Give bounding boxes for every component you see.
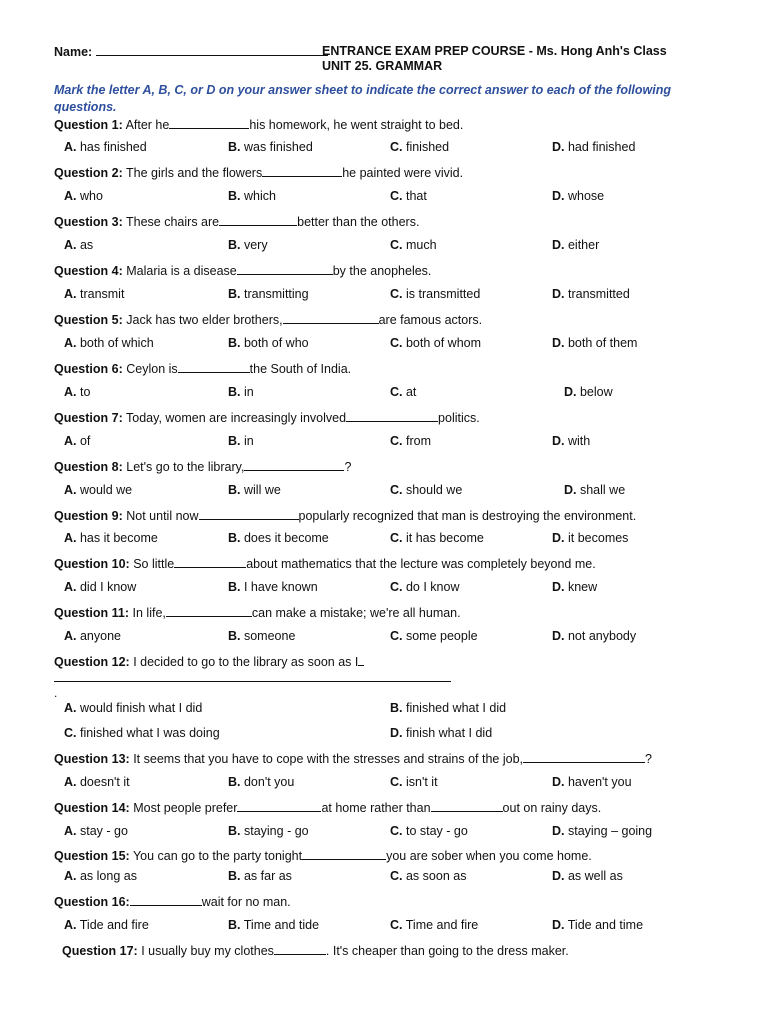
trailing-dot: . [54, 686, 58, 700]
q1-option-a[interactable]: A. has finished [64, 140, 147, 154]
q7-option-d[interactable]: D. with [552, 434, 591, 448]
question-7: Question 7: Today, women are increasingly involved politics. [54, 411, 480, 425]
question-8: Question 8: Let's go to the library, ? [54, 460, 352, 474]
question-16: Question 16: wait for no man. [54, 895, 291, 909]
question-6: Question 6: Ceylon is the South of India. [54, 362, 352, 376]
course-title: ENTRANCE EXAM PREP COURSE - Ms. Hong Anh's Class [322, 44, 667, 58]
answer-blank[interactable] [274, 943, 326, 955]
q4-option-d[interactable]: D. transmitted [552, 287, 630, 301]
name-field[interactable] [54, 44, 328, 59]
q9-option-b[interactable]: B. does it become [228, 531, 329, 545]
question-15: Question 15: You can go to the party tonight you are sober when you come home. [54, 849, 592, 863]
q5-option-b[interactable]: B. both of who [228, 336, 309, 350]
q15-option-a[interactable]: A. as long as [64, 869, 137, 883]
q1-option-b[interactable]: B. was finished [228, 140, 313, 154]
q6-option-a[interactable]: A. to [64, 385, 91, 399]
q15-option-b[interactable]: B. as far as [228, 869, 292, 883]
q4-option-b[interactable]: B. transmitting [228, 287, 309, 301]
q3-option-b[interactable]: B. very [228, 238, 268, 252]
answer-blank[interactable] [130, 894, 202, 906]
q7-option-b[interactable]: B. in [228, 434, 254, 448]
q8-option-c[interactable]: C. should we [390, 483, 463, 497]
q10-option-a[interactable]: A. did I know [64, 580, 137, 594]
q14-option-b[interactable]: B. staying - go [228, 824, 309, 838]
question-13: Question 13: It seems that you have to cope with the stresses and strains of the job, ? [54, 752, 652, 766]
q9-option-d[interactable]: D. it becomes [552, 531, 629, 545]
question-11: Question 11: In life, can make a mistake; we're all human. [54, 606, 461, 620]
answer-blank[interactable] [523, 751, 645, 763]
unit-title: UNIT 25. GRAMMAR [322, 59, 443, 73]
q11-option-d[interactable]: D. not anybody [552, 629, 637, 643]
name-label: Name: [54, 45, 93, 59]
name-blank[interactable] [96, 44, 328, 56]
q12-option-b[interactable]: B. finished what I did [390, 701, 507, 715]
answer-blank-1[interactable] [237, 800, 321, 812]
answer-blank[interactable] [244, 459, 344, 471]
q4-option-a[interactable]: A. transmit [64, 287, 125, 301]
q8-option-b[interactable]: B. will we [228, 483, 281, 497]
q3-option-c[interactable]: C. much [390, 238, 437, 252]
q3-option-a[interactable]: A. as [64, 238, 94, 252]
q6-option-c[interactable]: C. at [390, 385, 417, 399]
question-17: Question 17: I usually buy my clothes . It's cheaper than going to the dress maker. [62, 944, 569, 958]
answer-blank[interactable] [174, 556, 246, 568]
q1-option-c[interactable]: C. finished [390, 140, 450, 154]
answer-blank[interactable] [262, 165, 342, 177]
q2-option-c[interactable]: C. that [390, 189, 427, 203]
q9-option-a[interactable]: A. has it become [64, 531, 158, 545]
q11-option-b[interactable]: B. someone [228, 629, 296, 643]
q8-option-a[interactable]: A. would we [64, 483, 133, 497]
q16-option-b[interactable]: B. Time and tide [228, 918, 320, 932]
q12-option-c[interactable]: C. finished what I was doing [64, 726, 220, 740]
q4-option-c[interactable]: C. is transmitted [390, 287, 481, 301]
q7-option-c[interactable]: C. from [390, 434, 431, 448]
answer-blank[interactable] [237, 263, 333, 275]
answer-blank-line[interactable] [54, 681, 451, 682]
q12-option-a[interactable]: A. would finish what I did [64, 701, 203, 715]
answer-blank[interactable] [346, 410, 438, 422]
q13-option-a[interactable]: A. doesn't it [64, 775, 130, 789]
q14-option-a[interactable]: A. stay - go [64, 824, 128, 838]
question-2: Question 2: The girls and the flowers he painted were vivid. [54, 166, 464, 180]
q13-option-b[interactable]: B. don't you [228, 775, 295, 789]
question-3: Question 3: These chairs are better than the others. [54, 215, 420, 229]
q14-option-d[interactable]: D. staying – going [552, 824, 653, 838]
q1-option-d[interactable]: D. had finished [552, 140, 636, 154]
answer-blank[interactable] [199, 508, 299, 520]
answer-blank[interactable] [283, 312, 379, 324]
question-5: Question 5: Jack has two elder brothers, are famous actors. [54, 313, 483, 327]
q6-option-b[interactable]: B. in [228, 385, 254, 399]
q13-option-d[interactable]: D. haven't you [552, 775, 632, 789]
q16-option-d[interactable]: D. Tide and time [552, 918, 644, 932]
q5-option-c[interactable]: C. both of whom [390, 336, 482, 350]
q2-option-b[interactable]: B. which [228, 189, 276, 203]
q12-option-d[interactable]: D. finish what I did [390, 726, 493, 740]
q2-option-d[interactable]: D. whose [552, 189, 605, 203]
answer-blank[interactable] [178, 361, 250, 373]
q16-option-a[interactable]: A. Tide and fire [64, 918, 149, 932]
q8-option-d[interactable]: D. shall we [564, 483, 626, 497]
q15-option-d[interactable]: D. as well as [552, 869, 623, 883]
question-10: Question 10: So little about mathematics that the lecture was completely beyond me. [54, 557, 596, 571]
q14-option-c[interactable]: C. to stay - go [390, 824, 468, 838]
question-4: Question 4: Malaria is a disease by the anopheles. [54, 264, 432, 278]
q15-option-c[interactable]: C. as soon as [390, 869, 467, 883]
instruction: Mark the letter A, B, C, or D on your answer sheet to indicate the correct answer to each of the following questions. [54, 83, 672, 114]
q10-option-c[interactable]: C. do I know [390, 580, 460, 594]
answer-blank[interactable] [169, 117, 249, 129]
q2-option-a[interactable]: A. who [64, 189, 103, 203]
question-12: Question 12: I decided to go to the library as soon as I [54, 654, 364, 669]
q9-option-c[interactable]: C. it has become [390, 531, 484, 545]
question-1: Question 1: After he his homework, he went straight to bed. [54, 118, 464, 132]
q5-option-a[interactable]: A. both of which [64, 336, 154, 350]
q10-option-b[interactable]: B. I have known [228, 580, 318, 594]
q5-option-d[interactable]: D. both of them [552, 336, 638, 350]
answer-blank[interactable] [219, 214, 297, 226]
question-9: Question 9: Not until now popularly recognized that man is destroying the environment. [54, 509, 637, 523]
answer-blank-2[interactable] [431, 800, 503, 812]
q11-option-a[interactable]: A. anyone [64, 629, 121, 643]
q11-option-c[interactable]: C. some people [390, 629, 478, 643]
answer-blank[interactable] [166, 605, 252, 617]
q13-option-c[interactable]: C. isn't it [390, 775, 438, 789]
q7-option-a[interactable]: A. of [64, 434, 91, 448]
q10-option-d[interactable]: D. knew [552, 580, 598, 594]
question-14: Question 14: Most people prefer at home rather than out on rainy days. [54, 801, 602, 815]
q3-option-d[interactable]: D. either [552, 238, 600, 252]
answer-blank[interactable] [302, 848, 386, 860]
q16-option-c[interactable]: C. Time and fire [390, 918, 479, 932]
q6-option-d[interactable]: D. below [564, 385, 613, 399]
